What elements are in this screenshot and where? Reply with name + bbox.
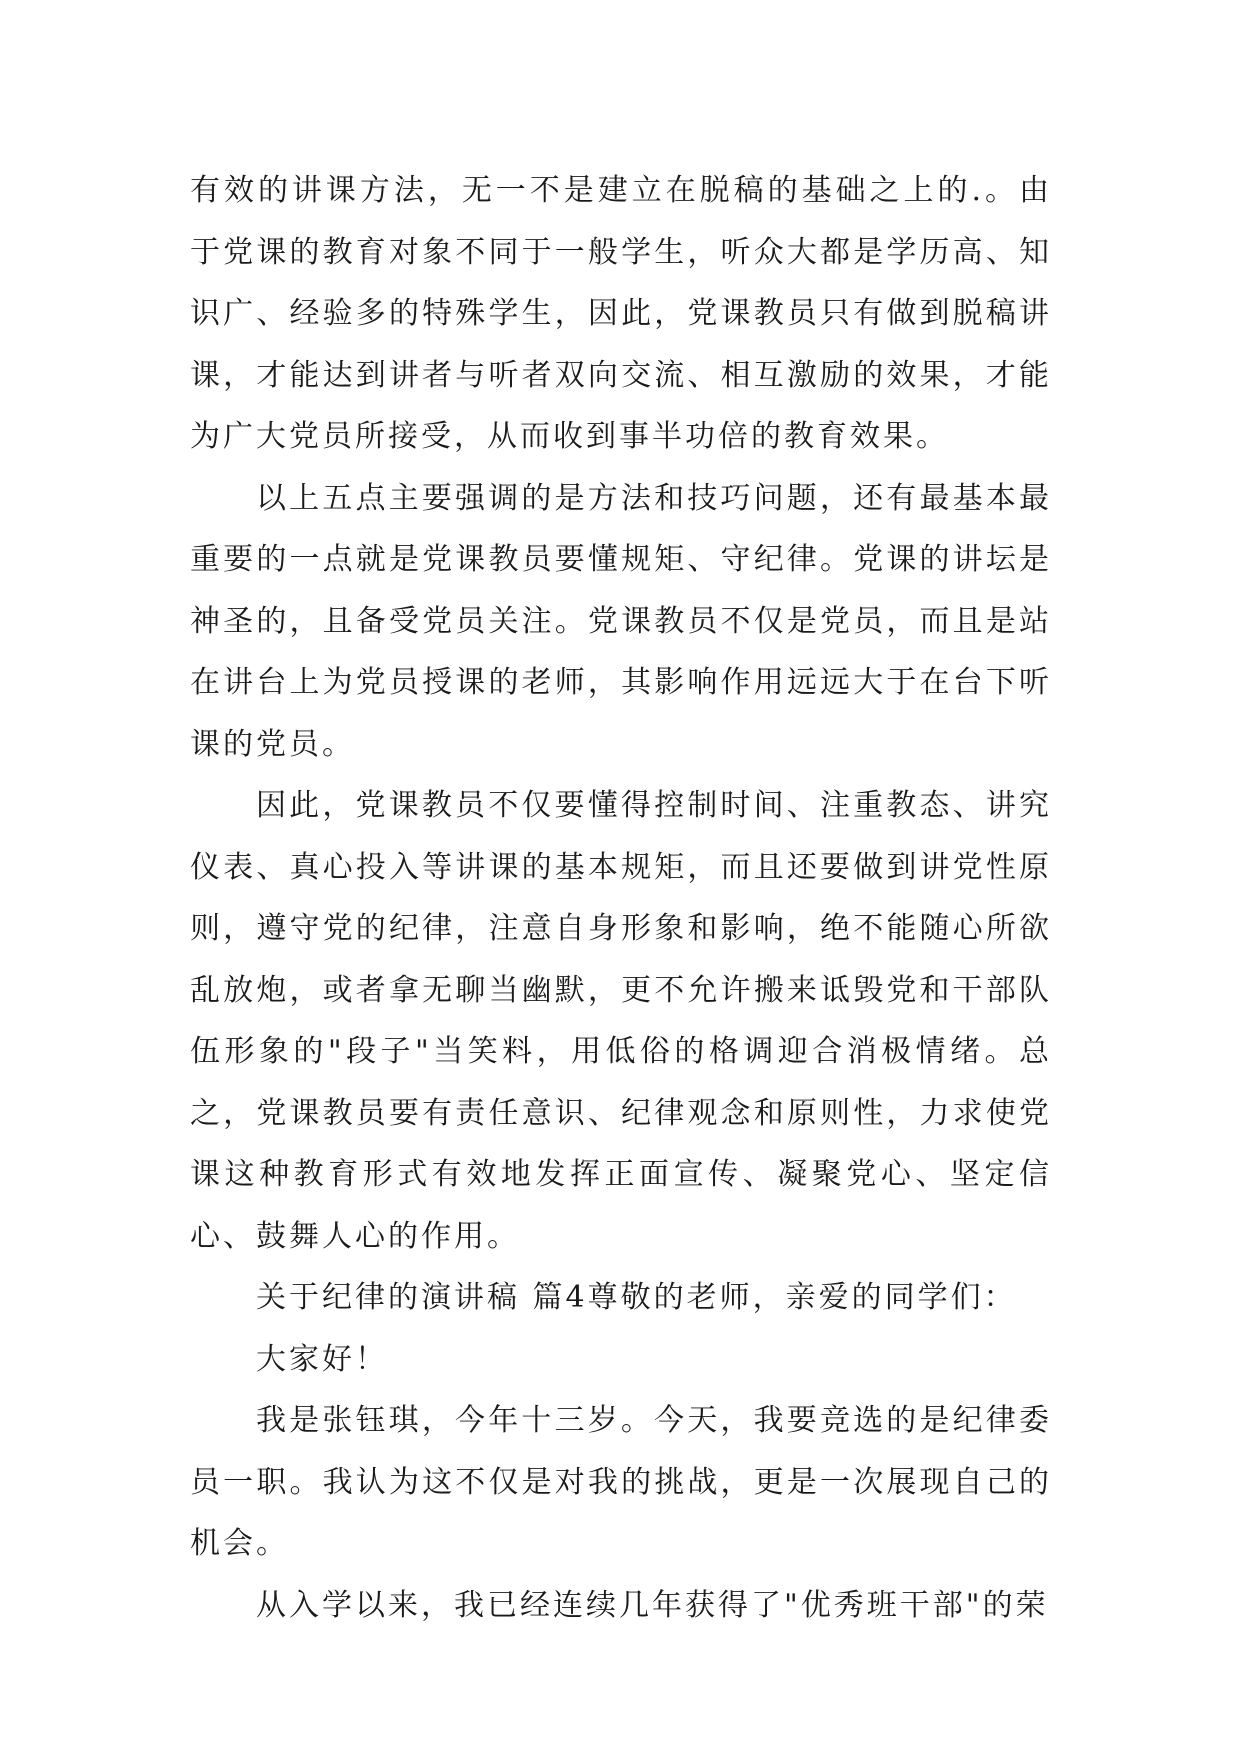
paragraph-2: 以上五点主要强调的是方法和技巧问题，还有最基本最重要的一点就是党课教员要懂规矩、守纪律。党课的讲坛是神圣的，且备受党员关注。党课教员不仅是党员，而且是站在讲台上为党员授课的老师，其影响作用远远大于在台下听课的党员。 xyxy=(190,480,1052,762)
paragraph-4-heading: 关于纪律的演讲稿 篇4尊敬的老师，亲爱的同学们： xyxy=(256,1280,1017,1315)
paragraph-7: 从入学以来，我已经连续几年获得了"优秀班干部"的荣 xyxy=(256,1587,1049,1623)
paragraph-1: 有效的讲课方法，无一不是建立在脱稿的基础之上的.。由于党课的教育对象不同于一般学生，听众大都是学历高、知识广、经验多的特殊学生，因此，党课教员只有做到脱稿讲课，才能达到讲者与听者双向交流、相互激励的效果，才能为广大党员所接受，从而收到事半功倍的教育效果。 xyxy=(190,173,1052,454)
paragraph-6: 我是张钰琪，今年十三岁。今天，我要竞选的是纪律委员一职。我认为这不仅是对我的挑战，更是一次展现自己的机会。 xyxy=(190,1403,1052,1561)
document-body xyxy=(190,160,1052,1636)
paragraph-5-greeting: 大家好！ xyxy=(256,1341,388,1377)
paragraph-3: 因此，党课教员不仅要懂得控制时间、注重教态、讲究仪表、真心投入等讲课的基本规矩，而且还要做到讲党性原则，遵守党的纪律，注意自身形象和影响，绝不能随心所欲乱放炮，或者拿无聊当幽默，更不允许搬来诋毁党和干部队伍形象的"段子"当笑料，用低俗的格调迎合消极情绪。总之，党课教员要有责任意识、纪律观念和原则性，力求使党课这种教育形式有效地发挥正面宣传、凝聚党心、坚定信心、鼓舞人心的作用。 xyxy=(190,788,1052,1254)
